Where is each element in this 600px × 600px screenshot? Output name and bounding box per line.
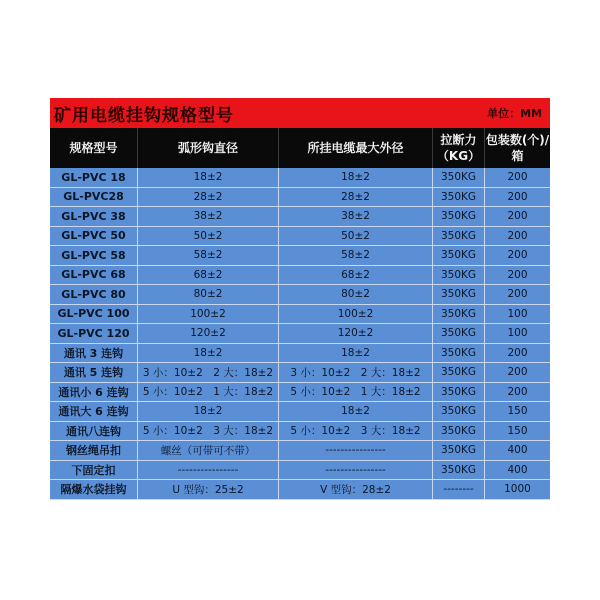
cell-breaking-force: 350KG bbox=[433, 227, 485, 246]
table-row bbox=[50, 480, 550, 500]
cell-model: GL-PVC 38 bbox=[50, 207, 138, 226]
cell-package-qty: 200 bbox=[507, 346, 528, 359]
header-row bbox=[50, 128, 550, 168]
table-title: 矿用电缆挂钩规格型号 bbox=[54, 105, 234, 126]
cell-model: 通讯 5 连钩 bbox=[50, 363, 138, 382]
table-row bbox=[50, 383, 550, 403]
cell-package-qty: 200 bbox=[507, 190, 528, 203]
cell-breaking-force: 350KG bbox=[433, 441, 485, 460]
cell-max-cable: 38±2 bbox=[279, 207, 433, 226]
cell-breaking-force: 350KG bbox=[433, 246, 485, 265]
cell-hook-diameter: U 型钩：25±2 bbox=[138, 480, 279, 499]
cell-package-qty: 1000 bbox=[504, 483, 531, 496]
table-row bbox=[50, 207, 550, 227]
cell-package-qty: 200 bbox=[507, 229, 528, 242]
cell-max-cable: 50±2 bbox=[279, 227, 433, 246]
table-row bbox=[50, 188, 550, 208]
cell-hook-diameter: 3 小：10±2 2 大：18±2 bbox=[138, 363, 279, 382]
cell-breaking-force: 350KG bbox=[433, 266, 485, 285]
cell-max-cable: 58±2 bbox=[279, 246, 433, 265]
cell-model: GL-PVC 68 bbox=[50, 266, 138, 285]
cell-max-cable: 120±2 bbox=[279, 324, 433, 343]
cell-max-cable: 18±2 bbox=[279, 168, 433, 187]
cell-breaking-force: 350KG bbox=[433, 461, 485, 480]
cell-max-cable: V 型钩：28±2 bbox=[279, 480, 433, 499]
cell-model: 通讯小 6 连钩 bbox=[50, 383, 138, 402]
cell-max-cable: 18±2 bbox=[279, 344, 433, 363]
table-row bbox=[50, 402, 550, 422]
cell-package-qty: 150 bbox=[507, 424, 528, 437]
table-row bbox=[50, 363, 550, 383]
cell-breaking-force: -------- bbox=[433, 480, 485, 499]
header-package-qty: 包装数(个)/箱 bbox=[485, 133, 550, 163]
cell-package-qty: 100 bbox=[507, 307, 528, 320]
cell-breaking-force: 350KG bbox=[433, 344, 485, 363]
table-row bbox=[50, 266, 550, 286]
cell-hook-diameter: ---------------- bbox=[138, 461, 279, 480]
cell-package-qty: 200 bbox=[507, 249, 528, 262]
cell-hook-diameter: 18±2 bbox=[138, 402, 279, 421]
cell-model: GL-PVC 18 bbox=[50, 168, 138, 187]
cell-model: GL-PVC28 bbox=[50, 188, 138, 207]
cell-model: 通讯大 6 连钩 bbox=[50, 402, 138, 421]
cell-model: 下固定扣 bbox=[50, 461, 138, 480]
cell-hook-diameter: 80±2 bbox=[138, 285, 279, 304]
cell-breaking-force: 350KG bbox=[433, 402, 485, 421]
cell-hook-diameter: 螺丝（可带可不带） bbox=[138, 441, 279, 460]
cell-breaking-force: 350KG bbox=[433, 383, 485, 402]
cell-breaking-force: 350KG bbox=[433, 207, 485, 226]
table-row bbox=[50, 285, 550, 305]
cell-package-qty: 200 bbox=[507, 171, 528, 184]
cell-model: 通讯八连钩 bbox=[50, 422, 138, 441]
cell-breaking-force: 350KG bbox=[433, 422, 485, 441]
cell-package-qty: 400 bbox=[507, 463, 528, 476]
cell-breaking-force: 350KG bbox=[433, 285, 485, 304]
table-row bbox=[50, 324, 550, 344]
cell-max-cable: 80±2 bbox=[279, 285, 433, 304]
cell-hook-diameter: 18±2 bbox=[138, 168, 279, 187]
cell-model: 隔爆水袋挂钩 bbox=[50, 480, 138, 499]
cell-hook-diameter: 120±2 bbox=[138, 324, 279, 343]
cell-package-qty: 200 bbox=[507, 288, 528, 301]
cell-hook-diameter: 5 小：10±2 3 大：18±2 bbox=[138, 422, 279, 441]
header-model: 规格型号 bbox=[50, 128, 138, 168]
cell-max-cable: 28±2 bbox=[279, 188, 433, 207]
table-row bbox=[50, 344, 550, 364]
cell-breaking-force: 350KG bbox=[433, 324, 485, 343]
cell-hook-diameter: 68±2 bbox=[138, 266, 279, 285]
cell-max-cable: 5 小：10±2 3 大：18±2 bbox=[279, 422, 433, 441]
cell-max-cable: ---------------- bbox=[279, 461, 433, 480]
cell-hook-diameter: 18±2 bbox=[138, 344, 279, 363]
cell-max-cable: 5 小：10±2 1 大：18±2 bbox=[279, 383, 433, 402]
cell-package-qty: 400 bbox=[507, 444, 528, 457]
cell-package-qty: 200 bbox=[507, 210, 528, 223]
header-breaking-force: 拉断力（KG） bbox=[433, 128, 485, 168]
spec-table bbox=[50, 98, 550, 500]
cell-max-cable: 68±2 bbox=[279, 266, 433, 285]
cell-package-qty: 100 bbox=[507, 327, 528, 340]
cell-model: GL-PVC 50 bbox=[50, 227, 138, 246]
cell-hook-diameter: 28±2 bbox=[138, 188, 279, 207]
cell-model: GL-PVC 120 bbox=[50, 324, 138, 343]
table-row bbox=[50, 168, 550, 188]
cell-hook-diameter: 38±2 bbox=[138, 207, 279, 226]
cell-hook-diameter: 58±2 bbox=[138, 246, 279, 265]
unit-label: 单位：MM bbox=[487, 107, 542, 120]
cell-max-cable: 3 小：10±2 2 大：18±2 bbox=[279, 363, 433, 382]
table-row bbox=[50, 305, 550, 325]
cell-max-cable: 100±2 bbox=[279, 305, 433, 324]
table-row bbox=[50, 422, 550, 442]
cell-package-qty: 150 bbox=[507, 405, 528, 418]
cell-breaking-force: 350KG bbox=[433, 188, 485, 207]
cell-package-qty: 200 bbox=[507, 268, 528, 281]
cell-package-qty: 200 bbox=[507, 385, 528, 398]
header-hook-diameter: 弧形钩直径 bbox=[138, 128, 279, 168]
cell-model: GL-PVC 58 bbox=[50, 246, 138, 265]
cell-hook-diameter: 5 小：10±2 1 大：18±2 bbox=[138, 383, 279, 402]
cell-max-cable: ---------------- bbox=[279, 441, 433, 460]
title-bar bbox=[50, 98, 550, 128]
cell-model: GL-PVC 80 bbox=[50, 285, 138, 304]
cell-hook-diameter: 50±2 bbox=[138, 227, 279, 246]
cell-model: 钢丝绳吊扣 bbox=[50, 441, 138, 460]
cell-hook-diameter: 100±2 bbox=[138, 305, 279, 324]
cell-package-qty: 200 bbox=[507, 366, 528, 379]
cell-model: GL-PVC 100 bbox=[50, 305, 138, 324]
cell-breaking-force: 350KG bbox=[433, 305, 485, 324]
table-row bbox=[50, 246, 550, 266]
cell-model: 通讯 3 连钩 bbox=[50, 344, 138, 363]
table-body bbox=[50, 168, 550, 500]
header-max-cable-diameter: 所挂电缆最大外径 bbox=[279, 128, 433, 168]
cell-max-cable: 18±2 bbox=[279, 402, 433, 421]
cell-breaking-force: 350KG bbox=[433, 363, 485, 382]
table-row bbox=[50, 227, 550, 247]
cell-breaking-force: 350KG bbox=[433, 168, 485, 187]
table-row bbox=[50, 461, 550, 481]
table-row bbox=[50, 441, 550, 461]
